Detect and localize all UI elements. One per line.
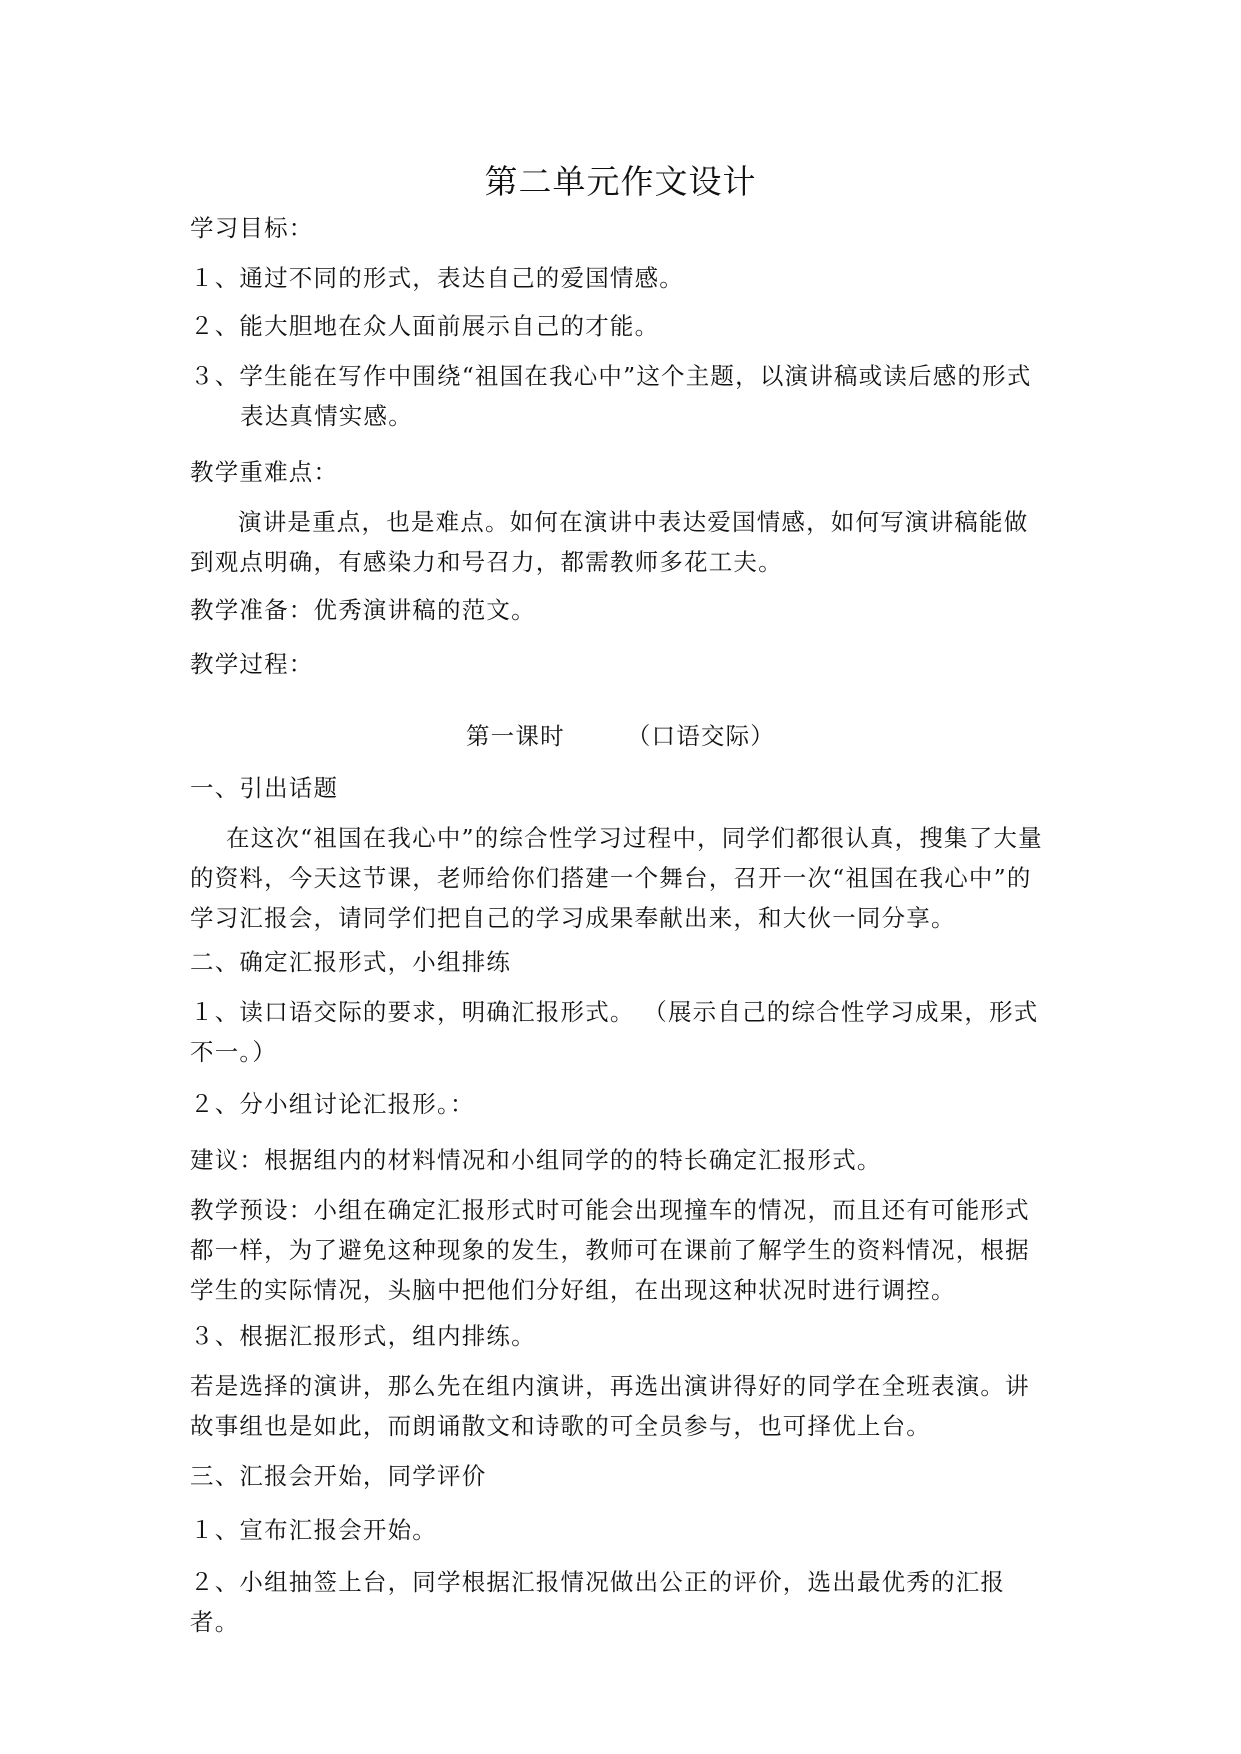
lesson-type: （口语交际） — [626, 722, 775, 750]
objectives-heading: 学习目标： — [190, 214, 314, 242]
key-points-heading: 教学重难点： — [190, 458, 339, 486]
objective-item-2: ２、能大胆地在众人面前展示自己的才能。 — [190, 312, 660, 340]
objective-item-3: ３、学生能在写作中围绕“祖国在我心中”这个主题，以演讲稿或读后感的形式表达真情实感。 — [190, 362, 1032, 430]
section2-item-2: ２、分小组讨论汇报形。： — [190, 1090, 475, 1118]
section2-heading: 二、确定汇报形式，小组排练 — [190, 948, 512, 976]
section3-item-2: ２、小组抽签上台，同学根据汇报情况做出公正的评价，选出最优秀的汇报者。 — [190, 1568, 1006, 1636]
objective-item-1: １、通过不同的形式，表达自己的爱国情感。 — [190, 264, 684, 292]
section2-suggestion: 建议：根据组内的材料情况和小组同学的的特长确定汇报形式。 — [190, 1146, 882, 1174]
section2-item-3: ３、根据汇报形式，组内排练。 — [190, 1322, 536, 1350]
section2-item-3-text: 若是选择的演讲，那么先在组内演讲，再选出演讲得好的同学在全班表演。讲故事组也是如此，而朗诵散文和诗歌的可全员参与，也可择优上台。 — [190, 1372, 1030, 1440]
section1-heading: 一、引出话题 — [190, 774, 339, 802]
key-points-text: 演讲是重点，也是难点。如何在演讲中表达爱国情感，如何写演讲稿能做到观点明确，有感染力和号召力，都需教师多花工夫。 — [190, 508, 1029, 576]
preparation-text: 教学准备：优秀演讲稿的范文。 — [190, 596, 536, 624]
lesson-heading — [0, 716, 1241, 756]
section2-preset: 教学预设：小组在确定汇报形式时可能会出现撞车的情况，而且还有可能形式都一样，为了避免这种现象的发生，教师可在课前了解学生的资料情况，根据学生的实际情况，头脑中把他们分好组，在出现这种状况时进行调控。 — [190, 1196, 1030, 1304]
section1-text: 在这次“祖国在我心中”的综合性学习过程中，同学们都很认真，搜集了大量的资料，今天这节课，老师给你们搭建一个舞台，召开一次“祖国在我心中”的学习汇报会，请同学们把自己的学习成果奉献出来，和大伙一同分享。 — [190, 824, 1043, 932]
page-title: 第二单元作文设计 — [484, 162, 757, 201]
section3-item-1: １、宣布汇报会开始。 — [190, 1516, 437, 1544]
section2-item-1: １、读口语交际的要求，明确汇报形式。 （展示自己的综合性学习成果，形式不一。） — [190, 998, 1039, 1066]
lesson-name: 第一课时 — [465, 722, 565, 750]
process-heading: 教学过程： — [190, 650, 314, 678]
section3-heading: 三、汇报会开始，同学评价 — [190, 1462, 487, 1490]
